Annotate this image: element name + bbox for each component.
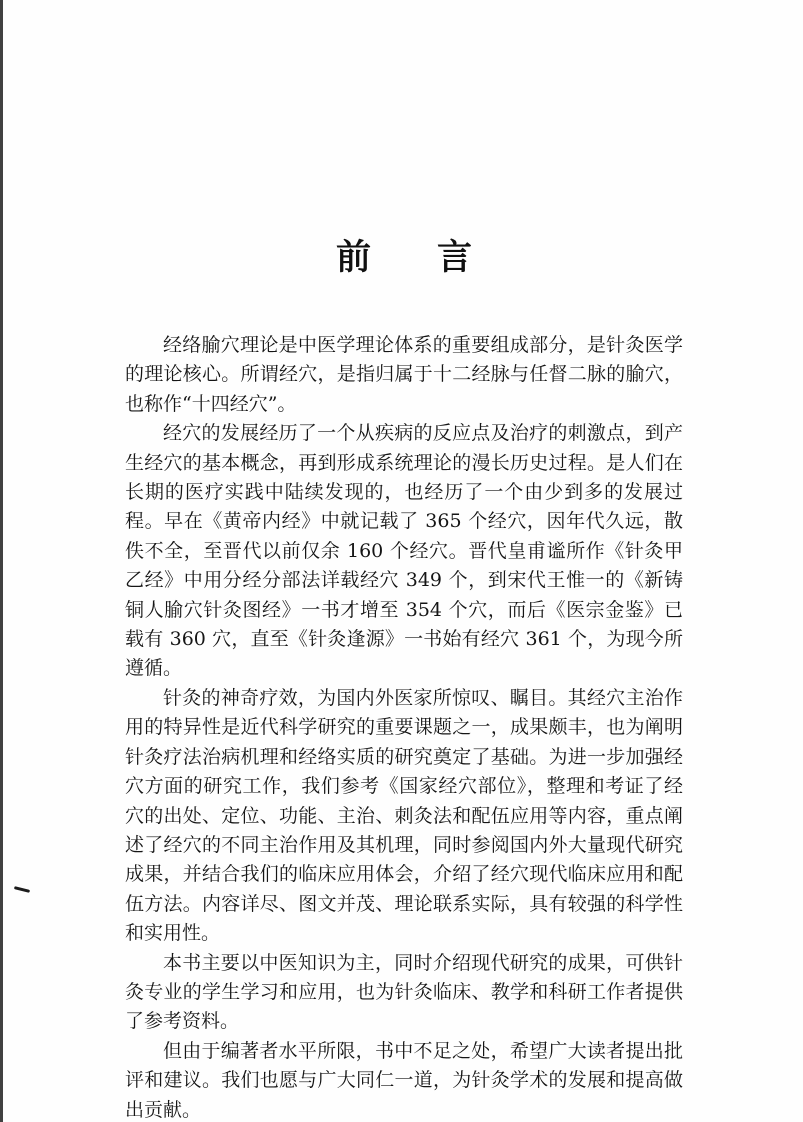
preface-body [125, 331, 683, 1122]
scan-edge-artifact [0, 0, 3, 1122]
page-title-char-right: 言 [437, 237, 473, 279]
page-title [125, 239, 683, 278]
paragraph: 经络腧穴理论是中医学理论体系的重要组成部分，是针灸医学的理论核心。所谓经穴，是指归属于十二经脉与任督二脉的腧穴，也称作“十四经穴”。 [125, 334, 683, 415]
paragraph: 针灸的神奇疗效，为国内外医家所惊叹、瞩目。其经穴主治作用的特异性是近代科学研究的重要课题之一，成果颇丰，也为阐明针灸疗法治病机理和经络实质的研究奠定了基础。为进一步加强经穴方面的研究工作，我们参考《国家经穴部位》，整理和考证了经穴的出处、定位、功能、主治、刺灸法和配伍应用等内容，重点阐述了经穴的不同主治作用及其机理，同时参阅国内外大量现代研究成果，并结合我们的临床应用体会，介绍了经穴现代临床应用和配伍方法。内容详尽、图文并茂、理论联系实际，具有较强的科学性和实用性。 [125, 686, 683, 945]
ink-smudge-artifact [14, 886, 30, 893]
paragraph: 但由于编著者水平所限，书中不足之处，希望广大读者提出批评和建议。我们也愿与广大同仁一道，为针灸学术的发展和提高做出贡献。 [125, 1039, 683, 1121]
page-title-char-left: 前 [335, 237, 371, 279]
paragraph: 经穴的发展经历了一个从疾病的反应点及治疗的刺激点，到产生经穴的基本概念，再到形成系统理论的漫长历史过程。是人们在长期的医疗实践中陆续发现的，也经历了一个由少到多的发展过程。早在《黄帝内经》中就记载了 365 个经穴，因年代久远，散佚不全，至晋代以前仅余 160 个经穴。晋代皇甫谧所作《针灸甲乙经》中用分经分部法详载经穴 349 个，到宋代王惟一的《新铸铜人腧穴针灸图经》一书才增至 354 个穴，而后《医宗金鉴》已载有 360 穴，直至《针灸逢源》一书始有经穴 361 个，为现今所遵循。 [125, 422, 683, 680]
paragraph: 本书主要以中医知识为主，同时介绍现代研究的成果，可供针灸专业的学生学习和应用，也为针灸临床、教学和科研工作者提供了参考资料。 [125, 951, 683, 1033]
